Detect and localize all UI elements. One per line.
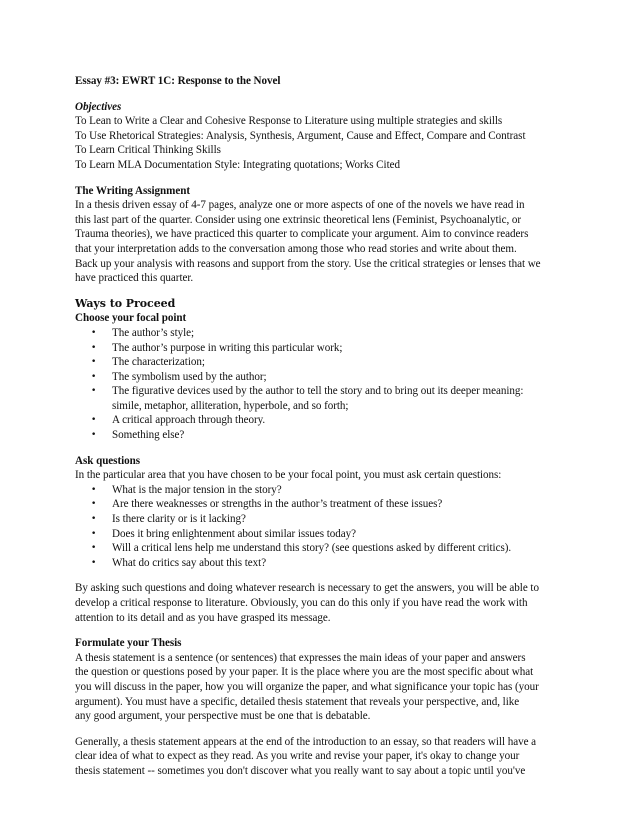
objective-line: To Lean to Write a Clear and Cohesive Response to Literature using multiple strategies and skills (75, 115, 503, 128)
bullet-icon: • (91, 342, 97, 353)
objectives-section (75, 100, 575, 173)
list-item (75, 527, 575, 542)
list-item-text: Is there clarity or is it lacking? (112, 513, 246, 526)
document-page (75, 74, 575, 790)
objectives-heading: Objectives (75, 100, 122, 113)
writing-assignment-heading: The Writing Assignment (75, 184, 190, 197)
objective-line: To Use Rhetorical Strategies: Analysis, Synthesis, Argument, Cause and Effect, Compare and Contrast (75, 129, 526, 142)
bullet-icon: • (91, 415, 97, 426)
list-item (75, 355, 575, 370)
assignment-line: Back up your analysis with reasons and support from the story. Use the critical strategies or lenses that we (75, 257, 541, 270)
ways-to-proceed-section (75, 297, 575, 443)
list-item-text: The symbolism used by the author; (112, 370, 267, 383)
list-item-text: The author’s style; (112, 326, 195, 339)
thesis-line: A thesis statement is a sentence (or sentences) that expresses the main ideas of your paper and answers (75, 651, 526, 664)
paragraph-line: thesis statement -- sometimes you don't discover what you really want to say about a topic until you've (75, 764, 526, 777)
list-item (75, 326, 575, 341)
list-item (75, 556, 575, 571)
generally-paragraph (75, 735, 575, 779)
thesis-line: you will discuss in the paper, how you will organize the paper, and what significance your topic has (your (75, 680, 539, 693)
assignment-line: have practiced this quarter. (75, 272, 194, 285)
ask-questions-intro: In the particular area that you have chosen to be your focal point, you must ask certain questions: (75, 469, 502, 482)
thesis-section (75, 636, 575, 724)
bullet-icon: • (91, 386, 97, 397)
paragraph-line: clear idea of what to expect as they read. As you write and revise your paper, it's okay to change your (75, 750, 520, 763)
list-item (75, 370, 575, 385)
document-title: Essay #3: EWRT 1C: Response to the Novel (75, 75, 281, 87)
list-item-text: Are there weaknesses or strengths in the author’s treatment of these issues? (112, 498, 443, 511)
paragraph-line: attention to its detail and as you have grasped its message. (75, 611, 331, 624)
focal-point-list (75, 326, 575, 443)
bullet-icon: • (91, 557, 97, 568)
writing-assignment-section (75, 184, 575, 286)
list-item-text: What do critics say about this text? (112, 556, 267, 569)
thesis-line: the question or questions posed by your paper. It is the place where you are the most specific about what (75, 666, 534, 679)
bullet-icon: • (91, 484, 97, 495)
bullet-icon: • (91, 430, 97, 441)
thesis-line: argument). You must have a specific, detailed thesis statement that reveals your perspective, and, like (75, 695, 520, 708)
list-item (75, 384, 575, 413)
list-item-text: The characterization; (112, 356, 205, 369)
list-item (75, 512, 575, 527)
paragraph-line: develop a critical response to literature. Obviously, you can do this only if you have read the work with (75, 597, 528, 609)
list-item-text: Something else? (112, 429, 185, 442)
focal-point-heading: Choose your focal point (75, 312, 187, 325)
list-item-text: Will a critical lens help me understand this story? (see questions asked by different critics). (112, 542, 512, 555)
bullet-icon: • (91, 327, 97, 338)
bullet-icon: • (91, 357, 97, 368)
paragraph-line: Generally, a thesis statement appears at the end of the introduction to an essay, so that readers will have a (75, 735, 537, 748)
list-item (75, 341, 575, 356)
objective-line: To Learn Critical Thinking Skills (75, 144, 221, 157)
ask-questions-heading: Ask questions (75, 454, 141, 467)
list-item-text: A critical approach through theory. (112, 414, 266, 427)
list-item-text: Does it bring enlightenment about similar issues today? (112, 527, 357, 540)
list-item-text: What is the major tension in the story? (112, 483, 282, 496)
thesis-line: any good argument, your perspective must be one that is debatable. (75, 710, 371, 723)
assignment-line: this last part of the quarter. Consider using one extrinsic theoretical lens (Feminist, Psychoanalytic, or (75, 213, 522, 226)
thesis-heading: Formulate your Thesis (75, 637, 182, 650)
assignment-line: that your interpretation adds to the conversation among those who read stories and write about them. (75, 242, 517, 255)
paragraph-line: By asking such questions and doing whatever research is necessary to get the answers, you will be able to (75, 582, 539, 595)
ask-questions-section (75, 454, 575, 571)
questions-list (75, 483, 575, 571)
list-item-text: simile, metaphor, alliteration, hyperbole, and so forth; (112, 399, 349, 412)
bullet-icon: • (91, 528, 97, 539)
list-item-text: The figurative devices used by the author to tell the story and to bring out its deeper meaning: (112, 385, 524, 398)
objective-line: To Learn MLA Documentation Style: Integrating quotations; Works Cited (75, 158, 400, 171)
asking-paragraph (75, 581, 575, 625)
bullet-icon: • (91, 543, 97, 554)
list-item (75, 541, 575, 556)
list-item (75, 428, 575, 443)
list-item (75, 413, 575, 428)
list-item-text: The author’s purpose in writing this particular work; (112, 341, 343, 354)
bullet-icon: • (91, 499, 97, 510)
assignment-line: In a thesis driven essay of 4-7 pages, analyze one or more aspects of one of the novels we have read in (75, 199, 525, 212)
bullet-icon: • (91, 371, 97, 382)
ways-to-proceed-heading: Ways to Proceed (75, 296, 176, 310)
bullet-icon: • (91, 514, 97, 525)
list-item (75, 483, 575, 498)
list-item (75, 497, 575, 512)
assignment-line: Trauma theories), we have practiced this quarter to complicate your argument. Aim to convince readers (75, 228, 529, 241)
